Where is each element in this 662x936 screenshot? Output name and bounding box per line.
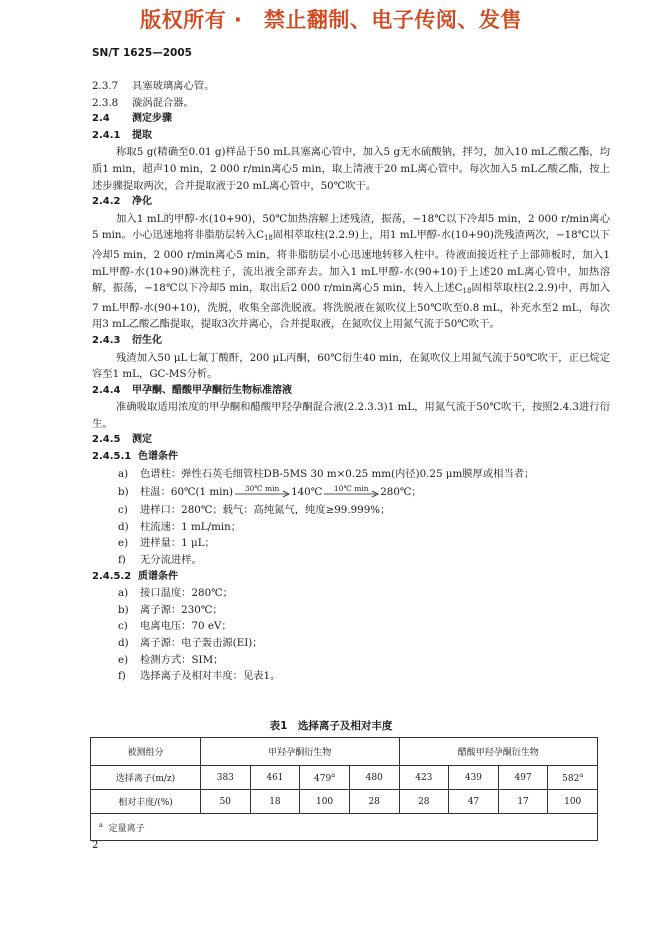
header-group-mpa: 甲羟孕酮衍生物 xyxy=(201,738,400,766)
gc-condition-d: d) 柱流速：1 mL/min； xyxy=(118,520,242,533)
ms-condition-a: a) 接口温度：280℃； xyxy=(118,587,233,600)
abundance-cell: 17 xyxy=(498,790,548,814)
gc-condition-c: c) 进样口：280℃；载气：高纯氮气，纯度≥99.999%； xyxy=(118,504,391,517)
gc-condition-a: a) 色谱柱：弹性石英毛细管柱DB-5MS 30 m×0.25 mm(内径)0.25 μm膜厚或相当者； xyxy=(118,467,535,480)
section-2-4-4-heading: 2.4.4 甲孕酮、醋酸甲孕酮衍生物标准溶液 xyxy=(92,384,292,396)
row-label-abundance: 相对丰度/(%) xyxy=(91,790,201,814)
extraction-paragraph: 称取5 g(精确至0.01 g)样品于50 mL具塞离心管中，加入5 g无水硫酸钠，拌匀，加入10 mL乙酸乙酯，均质1 min，超声10 min，2 000 r/min离心5 min，取上清液于20 mL离心管中。每次加入5 mL乙酸乙酯，按上述步骤提取两次，合并提取液于20 mL离心管中，50℃吹干。 xyxy=(92,146,610,192)
abundance-cell: 50 xyxy=(201,790,251,814)
copyright-banner: 版权所有 · 禁止翻制、电子传阅、发售 xyxy=(140,8,522,32)
gc-condition-f: f) 无分流进样。 xyxy=(118,554,202,567)
table-footnote: $^a$ 定量离子 xyxy=(91,814,598,841)
gc-condition-b: b) 柱温：60℃(1 min) 30℃ min 140℃ 10℃ min 280℃； xyxy=(118,484,422,499)
standard-code: SN/T 1625—2005 xyxy=(92,47,192,59)
section-2-3-7: 2.3.7 具塞玻璃离心管。 xyxy=(92,80,215,92)
ion-cell: 480 xyxy=(349,766,399,790)
arrow-icon xyxy=(233,490,291,498)
ion-cell: 383 xyxy=(201,766,251,790)
abundance-cell: 18 xyxy=(250,790,300,814)
cleanup-paragraph: 加入1 mL的甲醇-水(10+90)，50℃加热溶解上述残渣，振荡，−18℃以下冷却5 min，2 000 r/min离心5 min。小心迅速地将非脂肪层转入$C_{18}$固相萃取柱(2.2.9)上，用1 mL甲醇-水(10+90)洗残渣两次，−18℃以下冷却5 min，2 000 r/min离心5 min，将非脂肪层小心迅速地转移入柱中。待液面接近柱子上部筛板时，加入1 mL甲醇-水(10+90)淋洗柱子，流出液全部弃去。加入1 mL甲醇-水(90+10)于上述20 mL离心管中，加热溶解，振荡，−18℃以下冷却5 min，取出后2 000 r/min离心5 min，转入上述$C_{18}$固相萃取柱(2.2.9)中，再加入7 mL甲醇-水(90+10)，洗脱，收集全部洗脱液。将洗脱液在氮吹仪上50℃吹至0.8 mL，补充水至2 mL，每次用3 mL乙酸乙酯提取，提取3次并离心，合并提取液，在氮吹仪上用氮气流于50℃吹干。 xyxy=(92,212,611,331)
ms-condition-d: d) 离子源：电子轰击源(EI)； xyxy=(118,637,263,649)
row-label-ions: 选择离子(m/z) xyxy=(91,766,201,790)
ion-cell: 479$^a$ xyxy=(300,766,350,790)
section-2-4-5-1-heading: 2.4.5.1 色谱条件 xyxy=(92,451,178,463)
ion-cell: 423 xyxy=(399,766,449,790)
section-2-4-2-heading: 2.4.2 净化 xyxy=(92,196,152,208)
ms-condition-e: e) 检测方式：SIM； xyxy=(118,653,224,666)
header-analyte: 被测组分 xyxy=(91,738,201,766)
section-2-4-5-2-heading: 2.4.5.2 质谱条件 xyxy=(92,570,178,582)
table-row-abundance xyxy=(91,790,598,814)
ms-condition-b: b) 离子源：230℃； xyxy=(118,603,223,616)
ion-cell: 582$^a$ xyxy=(548,766,598,790)
table-title: 表1 选择离子及相对丰度 xyxy=(269,720,393,732)
document-body xyxy=(92,78,610,685)
gc-condition-e: e) 进样量：1 μL； xyxy=(118,537,215,550)
table-header-row xyxy=(91,738,598,766)
abundance-cell: 28 xyxy=(399,790,449,814)
section-2-4-5-heading: 2.4.5 测定 xyxy=(92,434,152,446)
ramp-arrow-1: 30℃ min xyxy=(233,484,291,500)
ramp-arrow-2: 10℃ min xyxy=(322,484,380,500)
selected-ions-table xyxy=(90,737,598,841)
ion-cell: 497 xyxy=(498,766,548,790)
section-2-3-8: 2.3.8 漩涡混合器。 xyxy=(92,96,194,109)
ms-condition-f: f) 选择离子及相对丰度：见表1。 xyxy=(118,670,281,683)
table-row-ions xyxy=(91,766,598,790)
abundance-cell: 47 xyxy=(449,790,499,814)
section-2-4-heading: 2.4 测定步骤 xyxy=(92,113,172,125)
section-2-4-1-heading: 2.4.1 提取 xyxy=(92,129,152,141)
header-group-mpac: 醋酸甲羟孕酮衍生物 xyxy=(399,738,598,766)
ion-cell: 439 xyxy=(449,766,499,790)
arrow-icon xyxy=(322,490,380,498)
page-number: 2 xyxy=(92,840,99,851)
ion-cell: 461 xyxy=(250,766,300,790)
standard-solution-paragraph: 准确吸取适用浓度的甲孕酮和醋酸甲羟孕酮混合液(2.2.3.3)1 mL，用氮气流于50℃吹干，按照2.4.3进行衍生。 xyxy=(92,401,610,430)
table-footnote-row xyxy=(91,814,598,841)
ms-condition-c: c) 电离电压：70 eV； xyxy=(118,620,232,633)
derivatization-paragraph: 残渣加入50 μL七氟丁酸酐，200 μL丙酮，60℃衍生40 min，在氮吹仪上用氮气流于50℃吹干，正已烷定容至1 mL，GC-MS分析。 xyxy=(92,351,610,381)
abundance-cell: 100 xyxy=(300,790,350,814)
abundance-cell: 100 xyxy=(548,790,598,814)
abundance-cell: 28 xyxy=(349,790,399,814)
section-2-4-3-heading: 2.4.3 衍生化 xyxy=(92,334,162,346)
